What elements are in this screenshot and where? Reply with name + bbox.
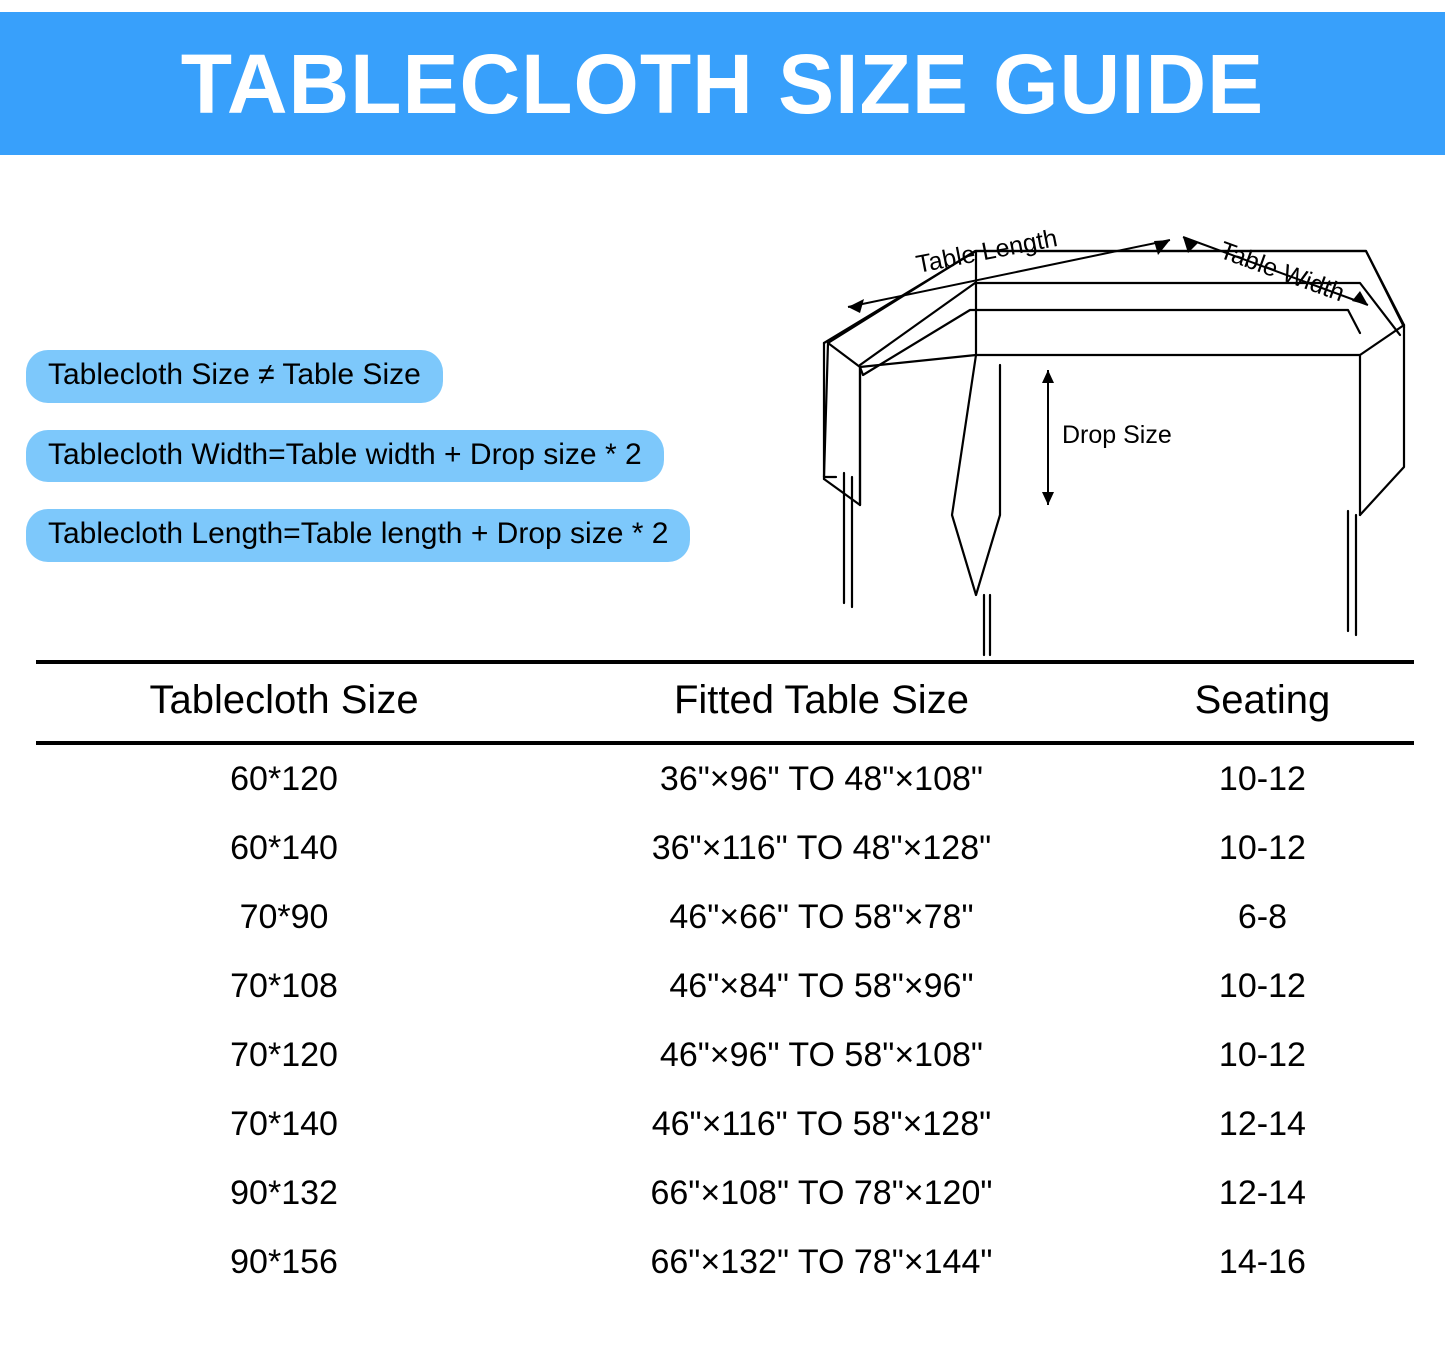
cell-seating: 12-14 bbox=[1218, 1105, 1306, 1143]
table-body bbox=[36, 743, 1414, 1297]
cell-tablecloth-size: 90*156 bbox=[230, 1243, 338, 1281]
cell-fitted-table-size: 66"×132" TO 78"×144" bbox=[650, 1243, 993, 1281]
cell-tablecloth-size: 70*90 bbox=[239, 898, 329, 936]
formula-pill-size: Tablecloth Size ≠ Table Size bbox=[26, 350, 443, 403]
formula-pill-length: Tablecloth Length=Table length + Drop size * 2 bbox=[26, 509, 690, 562]
cell-tablecloth-size: 60*140 bbox=[230, 829, 338, 867]
cell-tablecloth-size: 70*120 bbox=[230, 1036, 338, 1074]
cell-fitted-table-size: 36"×96" TO 48"×108" bbox=[659, 760, 983, 798]
table-row bbox=[36, 814, 1414, 883]
column-header-tablecloth-size: Tablecloth Size bbox=[149, 678, 419, 722]
cell-fitted-table-size: 46"×66" TO 58"×78" bbox=[669, 898, 974, 936]
tablecloth-diagram bbox=[800, 215, 1420, 655]
table-header bbox=[36, 662, 1414, 743]
cell-seating: 10-12 bbox=[1218, 967, 1306, 1005]
formula-pill-width: Tablecloth Width=Table width + Drop size * 2 bbox=[26, 430, 664, 483]
cell-fitted-table-size: 66"×108" TO 78"×120" bbox=[650, 1174, 993, 1212]
table-header-row bbox=[36, 662, 1414, 743]
cell-tablecloth-size: 70*108 bbox=[230, 967, 338, 1005]
table-row bbox=[36, 952, 1414, 1021]
column-header-fitted-table-size: Fitted Table Size bbox=[673, 678, 969, 722]
cell-seating: 10-12 bbox=[1218, 760, 1306, 798]
formula-pill-list bbox=[26, 350, 816, 589]
table-row bbox=[36, 883, 1414, 952]
cell-tablecloth-size: 60*120 bbox=[230, 760, 338, 798]
label-table-width: Table Width bbox=[1215, 236, 1349, 308]
cell-seating: 14-16 bbox=[1218, 1243, 1306, 1281]
table-row bbox=[36, 1228, 1414, 1297]
label-drop-size: Drop Size bbox=[1062, 421, 1172, 449]
table-row bbox=[36, 1021, 1414, 1090]
cell-seating: 10-12 bbox=[1218, 1036, 1306, 1074]
label-table-length: Table Length bbox=[913, 224, 1060, 279]
cell-seating: 6-8 bbox=[1237, 898, 1287, 936]
table-row bbox=[36, 1090, 1414, 1159]
cell-fitted-table-size: 36"×116" TO 48"×128" bbox=[651, 829, 992, 867]
page-title: TABLECLOTH SIZE GUIDE bbox=[180, 36, 1265, 131]
table-row bbox=[36, 1159, 1414, 1228]
cell-fitted-table-size: 46"×116" TO 58"×128" bbox=[651, 1105, 992, 1143]
cell-fitted-table-size: 46"×96" TO 58"×108" bbox=[659, 1036, 983, 1074]
cell-seating: 10-12 bbox=[1218, 829, 1306, 867]
column-header-seating: Seating bbox=[1194, 678, 1331, 722]
header-banner bbox=[0, 12, 1445, 155]
cell-fitted-table-size: 46"×84" TO 58"×96" bbox=[669, 967, 974, 1005]
cell-seating: 12-14 bbox=[1218, 1174, 1306, 1212]
tablecloth-illustration bbox=[800, 215, 1420, 665]
size-guide-table bbox=[36, 660, 1414, 1297]
cell-tablecloth-size: 90*132 bbox=[230, 1174, 338, 1212]
table-row bbox=[36, 743, 1414, 814]
cell-tablecloth-size: 70*140 bbox=[230, 1105, 338, 1143]
